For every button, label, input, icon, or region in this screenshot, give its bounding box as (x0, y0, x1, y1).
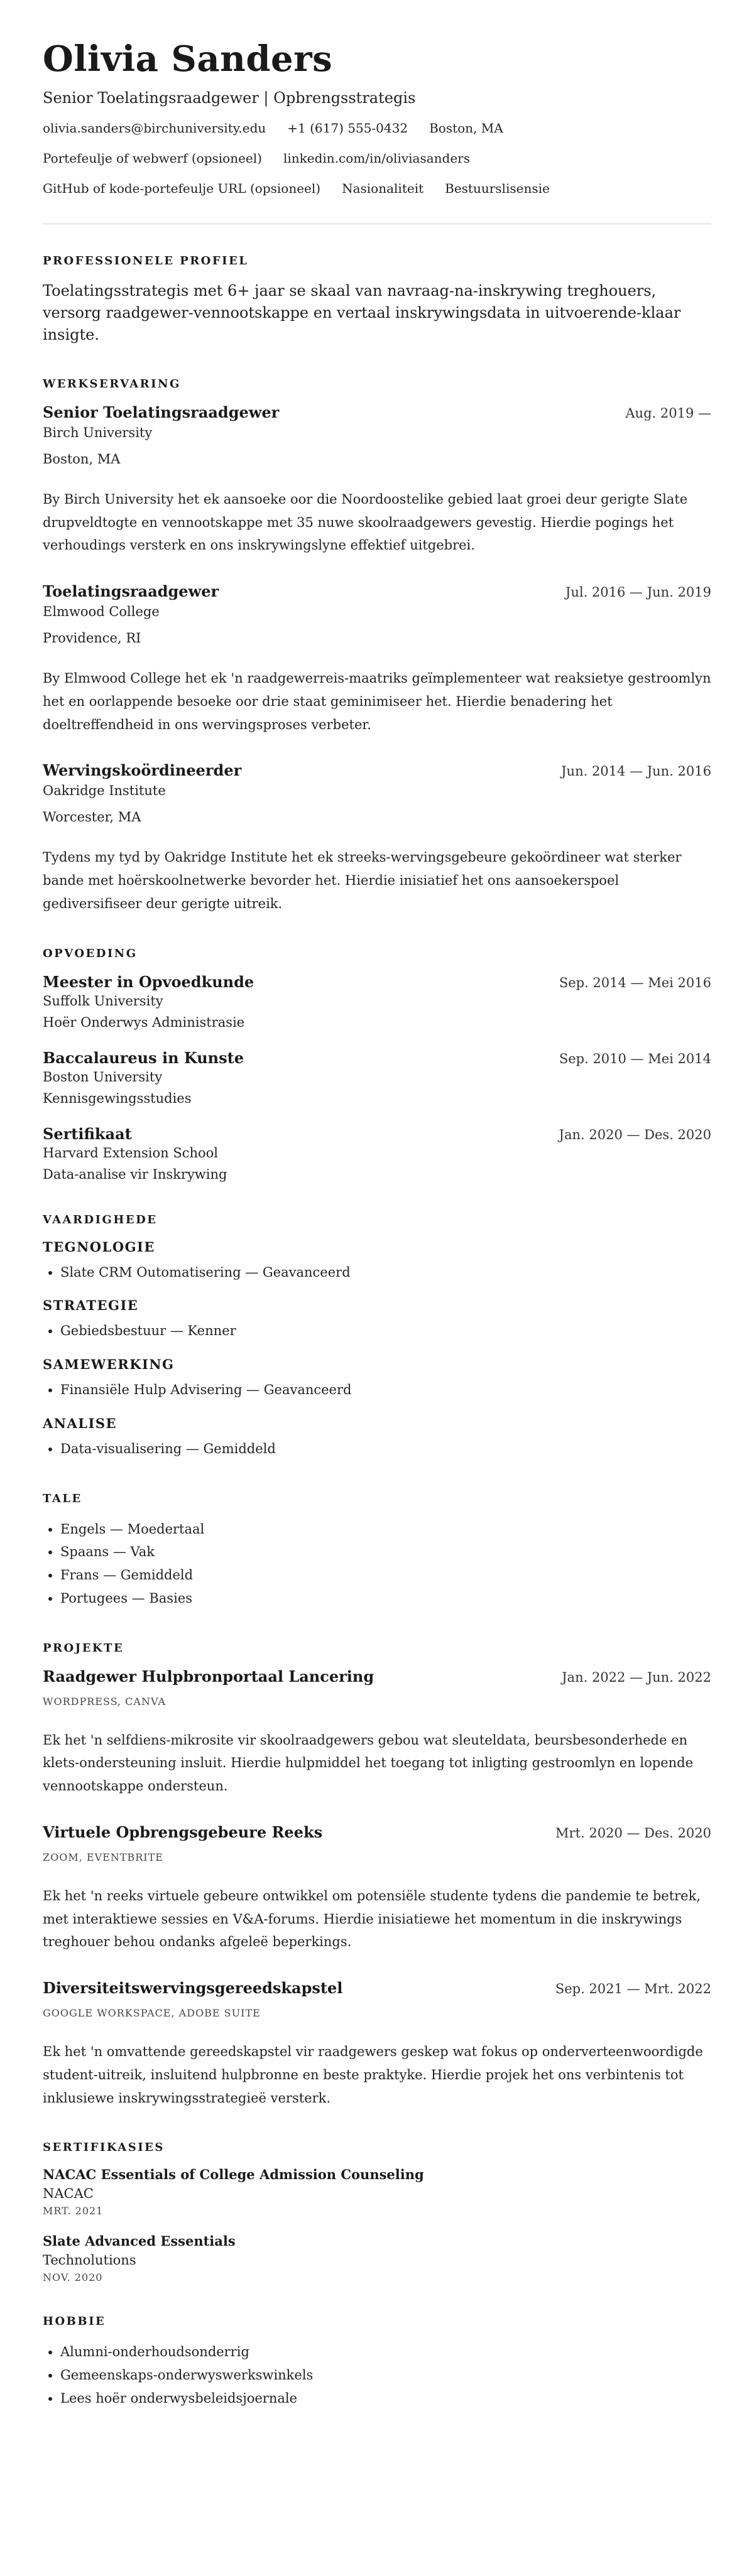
languages-section (43, 1492, 711, 1610)
experience-entry (43, 582, 711, 736)
profile-summary: Toelatingsstrategis met 6+ jaar se skaal van navraag-na-inskrywing treghouers, versorg raadgewer-vennootskappe en vertaal inskrywingsdata in uitvoerende-klaar insigte. (43, 282, 681, 344)
school-name: Harvard Extension School (43, 1145, 218, 1161)
section-title-experience: WERKSERVARING (43, 377, 181, 391)
email-link[interactable]: olivia.sanders@birchuniversity.edu (43, 121, 266, 136)
project-tech: WORDPRESS, CANVA (43, 1695, 166, 1707)
project-entry (43, 1667, 711, 1798)
employer: Elmwood College (43, 604, 160, 620)
school-name: Boston University (43, 1069, 163, 1085)
degree-title: Meester in Opvoedkunde (43, 972, 254, 991)
skills-section (43, 1213, 711, 1461)
education-entry (43, 1125, 711, 1182)
experience-section (43, 377, 711, 916)
candidate-name: Olivia Sanders (43, 38, 333, 80)
education-entry (43, 973, 711, 1030)
employer: Oakridge Institute (43, 783, 166, 799)
hobby-item: • Lees hoër onderwysbeleidsjoernale (60, 2387, 711, 2410)
certification-entry (43, 2167, 711, 2217)
project-title: Virtuele Opbrengsgebeure Reeks (43, 1822, 323, 1841)
profile-section (43, 254, 711, 345)
hobby-list (43, 2341, 711, 2410)
skill-category: SAMEWERKING (43, 1356, 175, 1373)
language-item: • Spaans — Vak (60, 1540, 711, 1564)
study-field: Kennisgewingsstudies (43, 1090, 192, 1106)
projects-section (43, 1642, 711, 2110)
certification-issuer: Technolutions (43, 2253, 136, 2268)
job-location: Boston, MA (43, 451, 121, 467)
education-dates: Sep. 2010 — Mei 2014 (559, 1051, 711, 1066)
skill-item: • Data-visualisering — Gemiddeld (60, 1437, 711, 1461)
hobby-item: • Gemeenskaps-onderwyswerkswinkels (60, 2364, 711, 2387)
resume-header (43, 39, 711, 196)
skill-item: • Slate CRM Outomatisering — Geavanceerd (60, 1261, 711, 1284)
job-title: Senior Toelatingsraadgewer (43, 403, 280, 421)
portfolio-link[interactable]: Portefeulje of webwerf (opsioneel) (43, 151, 262, 166)
phone-text: +1 (617) 555-0432 (287, 121, 408, 136)
language-item: • Frans — Gemiddeld (60, 1564, 711, 1587)
education-dates: Jan. 2020 — Des. 2020 (559, 1127, 711, 1142)
section-title-languages: TALE (43, 1491, 82, 1505)
job-location: Worcester, MA (43, 809, 141, 825)
job-title: Toelatingsraadgewer (43, 582, 219, 601)
language-item: • Portugees — Basies (60, 1587, 711, 1610)
section-title-profile: PROFESSIONELE PROFIEL (43, 254, 249, 268)
skill-group (43, 1239, 711, 1284)
project-description: Ek het 'n selfdiens-mikrosite vir skoolraadgewers gebou wat sleuteldata, beursbesonderhede en klets-ondersteuning insluit. Hierdie hulpmiddel het toegang tot inligting gestroomlyn en lopende vennootskappe ondersteun. (43, 1732, 694, 1794)
headline: Senior Toelatingsraadgewer | Opbrengsstrategis (43, 89, 416, 107)
section-title-skills: VAARDIGHEDE (43, 1213, 158, 1226)
section-title-education: OPVOEDING (43, 946, 138, 960)
certification-name: NACAC Essentials of College Admission Counseling (43, 2167, 424, 2183)
linkedin-link[interactable]: linkedin.com/in/oliviasanders (283, 151, 470, 166)
contact-row-1 (43, 121, 711, 136)
employer: Birch University (43, 425, 153, 440)
project-tech: ZOOM, EVENTBRITE (43, 1851, 163, 1863)
job-description: By Birch University het ek aansoeke oor die Noordoostelike gebied laat groei deur gerigte Slate drupveldtogte en vennootskappe met 35 nuwe skoolraadgewers gevestig. Hierdie pogings het verhoudings versterk en ons inskrywingslyne effektief uitgebrei. (43, 491, 688, 553)
section-title-certifications: SERTIFIKASIES (43, 2141, 165, 2155)
skill-category: TEGNOLOGIE (43, 1238, 155, 1255)
project-tech: GOOGLE WORKSPACE, ADOBE SUITE (43, 2007, 261, 2020)
project-title: Raadgewer Hulpbronportaal Lancering (43, 1667, 374, 1686)
skill-group (43, 1415, 711, 1461)
location-text: Boston, MA (429, 121, 503, 136)
certification-issuer: NACAC (43, 2186, 94, 2202)
education-section (43, 947, 711, 1182)
section-title-hobbies: HOBBIE (43, 2315, 106, 2329)
skill-group (43, 1356, 711, 1402)
project-title: Diversiteitswervingsgereedskapstel (43, 1979, 343, 1998)
contact-row-3 (43, 181, 711, 196)
education-dates: Sep. 2014 — Mei 2016 (559, 975, 711, 990)
job-dates: Jul. 2016 — Jun. 2019 (565, 585, 711, 600)
job-location: Providence, RI (43, 630, 141, 646)
degree-title: Sertifikaat (43, 1124, 132, 1143)
job-description: Tydens my tyd by Oakridge Institute het ek streeks-wervingsgebeure gekoördineer wat sterker bande met hoërskoolnetwerke bevorder het. Hierdie inisiatief het ons aansoekerspoel gediversifiseer deur gerigte uitreik. (43, 850, 682, 911)
project-dates: Sep. 2021 — Mrt. 2022 (555, 1981, 711, 1997)
certification-date: NOV. 2020 (43, 2271, 103, 2284)
skill-item: • Gebiedsbestuur — Kenner (60, 1319, 711, 1343)
skill-group (43, 1297, 711, 1343)
project-entry (43, 1979, 711, 2109)
study-field: Data-analise vir Inskrywing (43, 1166, 227, 1182)
certification-entry (43, 2233, 711, 2283)
skill-category: STRATEGIE (43, 1297, 139, 1314)
language-list (43, 1518, 711, 1610)
certifications-section (43, 2141, 711, 2283)
certification-date: MRT. 2021 (43, 2205, 104, 2217)
project-description: Ek het 'n omvattende gereedskapstel vir raadgewers geskep wat fokus op onderverteenwoordigde student-uitreik, insluitend hulpbronne en beste praktyke. Hierdie projek het ons verbintenis tot inklusiewe inskrywingsstrategieë versterk. (43, 2044, 703, 2106)
section-title-projects: PROJEKTE (43, 1641, 124, 1655)
experience-entry (43, 761, 711, 915)
certification-name: Slate Advanced Essentials (43, 2233, 236, 2249)
project-description: Ek het 'n reeks virtuele gebeure ontwikkel om potensiële studente tydens die pandemie te betrek, met interaktiewe sessies en V&A-forums. Hierdie inisiatiewe het momentum in die inskrywings treghouer behou ondanks afgeleë beperkings. (43, 1888, 701, 1950)
degree-title: Baccalaureus in Kunste (43, 1048, 244, 1067)
drivers-license-text: Bestuurslisensie (445, 181, 550, 197)
language-item: • Engels — Moedertaal (60, 1518, 711, 1541)
job-dates: Jun. 2014 — Jun. 2016 (561, 764, 711, 779)
skill-item: • Finansiële Hulp Advisering — Geavanceerd (60, 1378, 711, 1402)
github-link[interactable]: GitHub of kode-portefeulje URL (opsioneel) (43, 181, 321, 197)
hobbies-section (43, 2315, 711, 2410)
school-name: Suffolk University (43, 993, 163, 1009)
study-field: Hoër Onderwys Administrasie (43, 1014, 245, 1030)
experience-entry (43, 403, 711, 557)
project-dates: Mrt. 2020 — Des. 2020 (555, 1825, 711, 1841)
project-entry (43, 1823, 711, 1954)
education-entry (43, 1049, 711, 1106)
skill-category: ANALISE (43, 1415, 117, 1431)
job-title: Wervingskoördineerder (43, 761, 242, 780)
nationality-text: Nasionaliteit (342, 181, 424, 197)
project-dates: Jan. 2022 — Jun. 2022 (562, 1669, 711, 1685)
hobby-item: • Alumni-onderhoudsonderrig (60, 2341, 711, 2364)
contact-row-2 (43, 151, 711, 166)
job-dates: Aug. 2019 — (625, 405, 711, 421)
job-description: By Elmwood College het ek 'n raadgewerreis-maatriks geïmplementeer wat reaksietye gestroomlyn het en oorlappende besoeke oor drie staat geminimiseer het. Hierdie benadering het doeltreffendheid in ons wervingsproses verbeter. (43, 671, 711, 732)
